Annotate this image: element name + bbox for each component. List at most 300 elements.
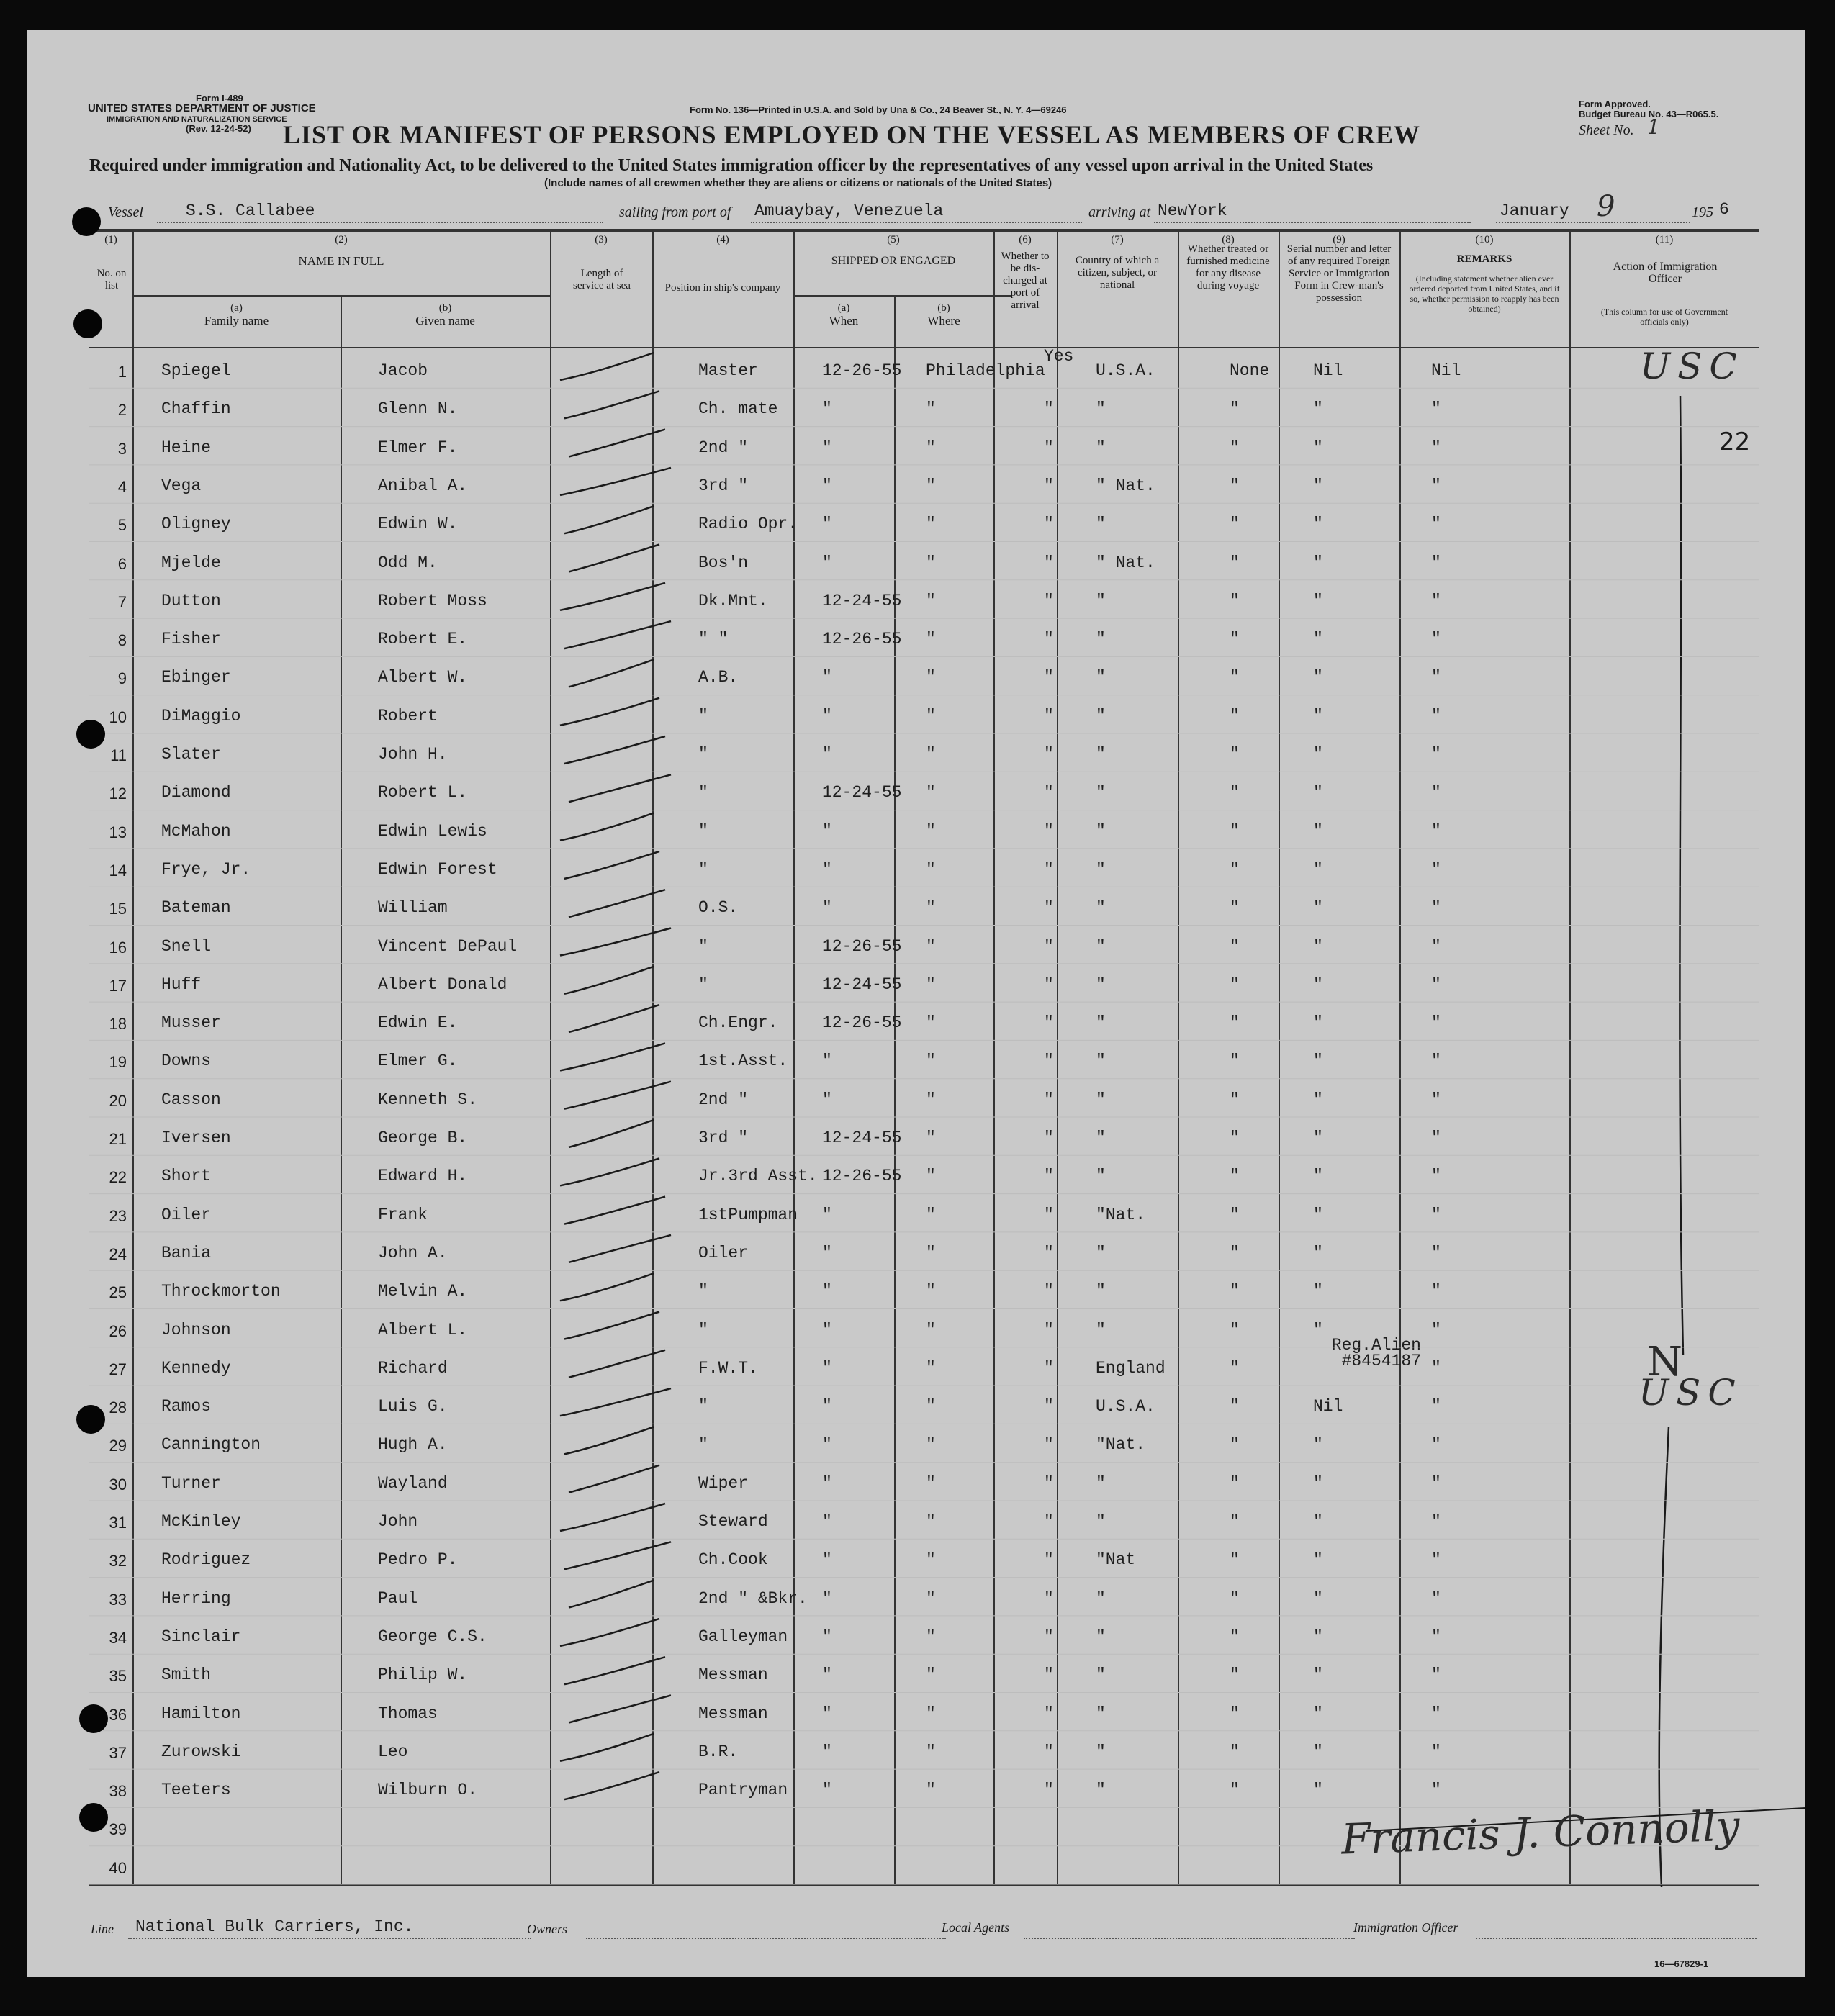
col-num-2b: (b) — [438, 302, 452, 314]
country: " — [1096, 515, 1106, 534]
col-num-6: (6) — [1019, 234, 1032, 245]
discharged: " — [1044, 1243, 1054, 1262]
medicine: " — [1230, 1397, 1240, 1416]
discharged: " — [1044, 1588, 1054, 1608]
family-name: Rodriguez — [161, 1550, 251, 1570]
discharged: " — [1044, 821, 1054, 841]
serial: " — [1313, 1282, 1323, 1301]
shipped-where: " — [926, 745, 936, 764]
page-note: (Include names of all crewmen whether they are aliens or citizens or nationals of the United States) — [544, 177, 1052, 189]
service-strike-mark — [560, 928, 671, 956]
family-name: Smith — [161, 1665, 212, 1685]
row-number: 4 — [117, 477, 127, 496]
family-name: Short — [161, 1167, 212, 1186]
country: " — [1096, 1588, 1106, 1608]
discharged: " — [1044, 1282, 1054, 1301]
row-number: 22 — [109, 1168, 127, 1187]
service-strike-mark — [569, 430, 665, 457]
n-mark: N — [1647, 1339, 1682, 1386]
row-number: 34 — [109, 1628, 127, 1647]
family-name: Cannington — [161, 1435, 261, 1455]
shipped-where: " — [926, 553, 936, 572]
medicine: " — [1230, 1435, 1240, 1455]
medicine: " — [1230, 1282, 1240, 1301]
remarks: " — [1431, 1473, 1441, 1493]
serial: " — [1313, 1205, 1323, 1224]
sheet-label: Sheet No. — [1579, 122, 1634, 138]
medicine: " — [1230, 668, 1240, 687]
col-num-10: (10) — [1475, 234, 1494, 245]
family-name: Turner — [161, 1473, 221, 1493]
discharged: " — [1044, 1512, 1054, 1531]
discharged: " — [1044, 1781, 1054, 1800]
footer-code: 16—67829-1 — [1654, 1958, 1709, 1969]
discharged: " — [1044, 1320, 1054, 1339]
remarks: " — [1431, 1742, 1441, 1761]
service-strike-mark — [569, 774, 671, 802]
serial: Nil — [1313, 1397, 1343, 1416]
family-name: Bania — [161, 1243, 212, 1262]
shipped-when: " — [822, 1588, 832, 1608]
page-title: LIST OR MANIFEST OF PERSONS EMPLOYED ON THE VESSEL AS MEMBERS OF CREW — [283, 120, 1420, 149]
shipped-where: " — [926, 1665, 936, 1685]
family-name: Slater — [161, 745, 221, 764]
col-header-country: Country of which a citizen, subject, or national — [1075, 255, 1160, 291]
service-strike-mark — [564, 1197, 665, 1224]
col-header-discharged: Whether to be dis-charged at port of arrival — [1001, 250, 1050, 311]
discharged: " — [1044, 1090, 1054, 1109]
family-name: McMahon — [161, 821, 231, 841]
medicine: " — [1230, 1473, 1240, 1493]
given-name: Thomas — [378, 1704, 438, 1723]
row-number: 21 — [109, 1130, 127, 1148]
shipped-when: " — [822, 898, 832, 918]
col-header-position: Position in ship's company — [664, 282, 781, 294]
serial: " — [1313, 936, 1323, 956]
shipped-where: " — [926, 1205, 936, 1224]
position: 1stPumpman — [698, 1205, 798, 1224]
position: 2nd " &Bkr. — [698, 1588, 808, 1608]
discharged: " — [1044, 1167, 1054, 1186]
service-strike-mark — [569, 545, 659, 572]
service-strike-mark — [560, 583, 665, 610]
shipped-when: " — [822, 476, 832, 495]
shipped-when: 12-26-55 — [822, 936, 902, 956]
shipped-when: " — [822, 1243, 832, 1262]
given-name: Edwin E. — [378, 1013, 458, 1033]
col-header-no: No. on list — [96, 268, 127, 291]
shipped-when: " — [822, 668, 832, 687]
service-strike-mark — [560, 1388, 671, 1416]
row-number: 23 — [109, 1206, 127, 1225]
position: " — [698, 783, 708, 803]
shipped-where: " — [926, 476, 936, 495]
remarks: " — [1431, 1781, 1441, 1800]
country: " — [1096, 783, 1106, 803]
family-name: McKinley — [161, 1512, 241, 1531]
col-num-11: (11) — [1655, 234, 1674, 245]
serial: " — [1313, 1550, 1323, 1570]
shipped-when: " — [822, 1512, 832, 1531]
service-strike-mark — [564, 967, 654, 994]
remarks: " — [1431, 630, 1441, 649]
shipped-where: " — [926, 783, 936, 803]
position: Jr.3rd Asst. — [698, 1167, 818, 1186]
medicine: " — [1230, 706, 1240, 726]
shipped-where: " — [926, 1550, 936, 1570]
row-number: 29 — [109, 1437, 127, 1455]
col-num-5b: (b) — [937, 302, 950, 314]
col-header-shipped: SHIPPED OR ENGAGED — [831, 255, 956, 267]
serial: Nil — [1313, 361, 1343, 380]
given-name: Kenneth S. — [378, 1090, 478, 1109]
position: B.R. — [698, 1742, 739, 1761]
discharged: " — [1044, 1550, 1054, 1570]
shipped-where: " — [926, 1781, 936, 1800]
shipped-when: " — [822, 745, 832, 764]
service-strike-mark — [564, 736, 665, 764]
family-name: Snell — [161, 936, 212, 956]
budget-bureau: Budget Bureau No. 43—R065.5. — [1579, 109, 1719, 119]
discharged: " — [1044, 1435, 1054, 1455]
remarks: " — [1431, 1052, 1441, 1071]
family-name: Heine — [161, 438, 212, 457]
col-num-5a: (a) — [837, 302, 850, 314]
shipped-when: " — [822, 706, 832, 726]
service-strike-mark — [569, 1120, 654, 1147]
given-name: Glenn N. — [378, 399, 458, 419]
medicine: " — [1230, 591, 1240, 610]
medicine: " — [1230, 515, 1240, 534]
country: " — [1096, 1320, 1106, 1339]
serial: " — [1313, 1167, 1323, 1186]
discharged: " — [1044, 1742, 1054, 1761]
shipped-where: " — [926, 1243, 936, 1262]
remarks: " — [1431, 1397, 1441, 1416]
shipped-when: " — [822, 1550, 832, 1570]
col-header-where: Where — [927, 314, 960, 327]
remarks: " — [1431, 1588, 1441, 1608]
position: Radio Opr. — [698, 515, 798, 534]
col-header-action: Action of Immigration Officer — [1613, 261, 1718, 285]
shipped-when: 12-26-55 — [822, 361, 902, 380]
remarks: " — [1431, 1627, 1441, 1646]
line-label: Line — [91, 1922, 114, 1936]
remarks: " — [1431, 936, 1441, 956]
medicine: " — [1230, 1588, 1240, 1608]
col-header-service: Length of service at sea — [573, 268, 631, 291]
country: " — [1096, 1742, 1106, 1761]
service-strike-mark — [560, 1619, 659, 1646]
remarks: " — [1431, 745, 1441, 764]
position: 3rd " — [698, 476, 749, 495]
shipped-when: " — [822, 1435, 832, 1455]
serial: " — [1313, 591, 1323, 610]
country: U.S.A. — [1096, 1397, 1155, 1416]
remarks: " — [1431, 1665, 1441, 1685]
service-name: IMMIGRATION AND NATURALIZATION SERVICE — [107, 115, 287, 124]
medicine: " — [1230, 1090, 1240, 1109]
position: Ch.Cook — [698, 1550, 768, 1570]
col-num-5: (5) — [887, 234, 900, 245]
family-name: Hamilton — [161, 1704, 241, 1723]
position: 2nd " — [698, 1090, 749, 1109]
col-num-2a: (a) — [230, 302, 243, 314]
family-name: Kennedy — [161, 1358, 231, 1378]
country: " — [1096, 859, 1106, 879]
given-name: Albert W. — [378, 668, 468, 687]
remarks: " — [1431, 553, 1441, 572]
shipped-when: 12-24-55 — [822, 1129, 902, 1147]
row-number: 17 — [109, 976, 127, 995]
family-name: Bateman — [161, 898, 231, 918]
family-name: Musser — [161, 1013, 221, 1033]
medicine: " — [1230, 1665, 1240, 1685]
medicine: " — [1230, 553, 1240, 572]
remarks: " — [1431, 706, 1441, 726]
dept-name: UNITED STATES DEPARTMENT OF JUSTICE — [88, 102, 316, 114]
country: " — [1096, 898, 1106, 918]
count-mark: 22 — [1719, 428, 1751, 456]
service-strike-mark — [564, 391, 659, 418]
col-num-3: (3) — [595, 234, 608, 245]
medicine: " — [1230, 936, 1240, 956]
serial: Reg.Alien #8454187 — [1331, 1335, 1421, 1370]
serial: " — [1313, 553, 1323, 572]
position: " — [698, 706, 708, 726]
service-strike-mark — [560, 1504, 665, 1531]
serial: " — [1313, 515, 1323, 534]
medicine: " — [1230, 783, 1240, 803]
position: " — [698, 1282, 708, 1301]
service-strike-mark — [564, 1542, 671, 1569]
given-name: Albert Donald — [378, 975, 508, 994]
country: "Nat — [1096, 1550, 1136, 1570]
medicine: " — [1230, 476, 1240, 495]
shipped-where: " — [926, 1435, 936, 1455]
family-name: Sinclair — [161, 1627, 241, 1646]
medicine: " — [1230, 1129, 1240, 1147]
shipped-when: " — [822, 1704, 832, 1723]
handwritten-marks — [27, 30, 1805, 1977]
row-number: 12 — [109, 785, 127, 803]
country: " — [1096, 1282, 1106, 1301]
shipped-where: " — [926, 1129, 936, 1147]
shipped-where: " — [926, 706, 936, 726]
shipped-when: 12-24-55 — [822, 783, 902, 803]
serial: " — [1313, 898, 1323, 918]
medicine: " — [1230, 1742, 1240, 1761]
service-strike-mark — [560, 468, 671, 495]
sailing-label: sailing from port of — [619, 204, 731, 220]
country: "Nat. — [1096, 1435, 1146, 1455]
medicine: " — [1230, 975, 1240, 994]
remarks: " — [1431, 1090, 1441, 1109]
serial: " — [1313, 1243, 1323, 1262]
given-name: Philip W. — [378, 1665, 468, 1685]
remarks: " — [1431, 1358, 1441, 1378]
col-header-medicine: Whether treated or furnished medicine for any disease during voyage — [1186, 243, 1270, 291]
discharged: " — [1044, 936, 1054, 956]
position: " — [698, 1435, 708, 1455]
sailing-port: Amuaybay, Venezuela — [754, 202, 944, 220]
row-number: 20 — [109, 1091, 127, 1110]
remarks: " — [1431, 898, 1441, 918]
remarks: " — [1431, 1129, 1441, 1147]
row-number: 3 — [117, 439, 127, 458]
given-name: Elmer F. — [378, 438, 458, 457]
family-name: Downs — [161, 1052, 212, 1071]
discharged: " — [1044, 591, 1054, 610]
service-strike-mark — [569, 1350, 665, 1378]
service-strike-mark — [564, 1082, 671, 1109]
discharged: " — [1044, 476, 1054, 495]
country: " — [1096, 1512, 1106, 1531]
row-number: 37 — [109, 1743, 127, 1762]
country: " — [1096, 1090, 1106, 1109]
position: Galleyman — [698, 1627, 788, 1646]
position: Ch. mate — [698, 399, 778, 419]
given-name: Robert — [378, 706, 438, 726]
service-strike-mark — [564, 851, 659, 879]
remarks: " — [1431, 1205, 1441, 1224]
family-name: Casson — [161, 1090, 221, 1109]
position: F.W.T. — [698, 1358, 758, 1378]
row-number: 10 — [109, 708, 127, 726]
shipped-where: " — [926, 438, 936, 457]
family-name: Dutton — [161, 591, 221, 610]
family-name: Vega — [161, 476, 202, 495]
serial: " — [1313, 630, 1323, 649]
position: A.B. — [698, 668, 739, 687]
form-revision: (Rev. 12-24-52) — [186, 123, 251, 134]
given-name: Richard — [378, 1358, 448, 1378]
serial: " — [1313, 783, 1323, 803]
country: U.S.A. — [1096, 361, 1155, 380]
medicine: " — [1230, 821, 1240, 841]
family-name: Johnson — [161, 1320, 231, 1339]
shipped-where: Philadelphia — [926, 361, 1045, 380]
remarks: " — [1431, 399, 1441, 419]
given-name: Vincent DePaul — [378, 936, 518, 956]
given-name: George C.S. — [378, 1627, 487, 1646]
country: " — [1096, 399, 1106, 419]
service-strike-mark — [560, 1734, 654, 1761]
row-number: 32 — [109, 1552, 127, 1570]
shipped-where: " — [926, 1512, 936, 1531]
serial: " — [1313, 1435, 1323, 1455]
row-number: 15 — [109, 900, 127, 918]
manifest-page — [27, 30, 1805, 1977]
country: " — [1096, 1013, 1106, 1033]
country: " — [1096, 706, 1106, 726]
line-value: National Bulk Carriers, Inc. — [135, 1917, 414, 1936]
position: " — [698, 1320, 708, 1339]
medicine: " — [1230, 630, 1240, 649]
family-name: Ebinger — [161, 668, 231, 687]
given-name: Anibal A. — [378, 476, 468, 495]
family-name: Fisher — [161, 630, 221, 649]
service-strike-mark — [560, 698, 659, 726]
medicine: " — [1230, 745, 1240, 764]
row-number: 36 — [109, 1705, 127, 1724]
given-name: Elmer G. — [378, 1052, 458, 1071]
country: " — [1096, 1167, 1106, 1186]
shipped-when: 12-26-55 — [822, 1167, 902, 1186]
given-name: Robert L. — [378, 783, 468, 803]
given-name: Robert Moss — [378, 591, 487, 610]
position: 1st.Asst. — [698, 1052, 788, 1071]
position: Wiper — [698, 1473, 749, 1493]
row-number: 18 — [109, 1015, 127, 1034]
arriving-label: arriving at — [1088, 204, 1151, 220]
country: " Nat. — [1096, 476, 1155, 495]
arrival-month: January — [1500, 202, 1569, 220]
position: " — [698, 859, 708, 879]
shipped-when: " — [822, 1282, 832, 1301]
discharged: " — [1044, 1473, 1054, 1493]
medicine: " — [1230, 1358, 1240, 1378]
row-number: 38 — [109, 1782, 127, 1801]
shipped-where: " — [926, 630, 936, 649]
country: " — [1096, 1129, 1106, 1147]
shipped-where: " — [926, 1320, 936, 1339]
row-number: 26 — [109, 1321, 127, 1340]
punch-hole — [79, 1803, 108, 1832]
discharged: " — [1044, 399, 1054, 419]
serial: " — [1313, 438, 1323, 457]
family-name: Diamond — [161, 783, 231, 803]
punch-hole — [72, 207, 101, 236]
service-strike-mark — [564, 1312, 659, 1339]
medicine: " — [1230, 1167, 1240, 1186]
service-strike-mark — [569, 1235, 671, 1262]
row-number: 9 — [117, 669, 127, 688]
given-name: Leo — [378, 1742, 408, 1761]
given-name: Melvin A. — [378, 1282, 468, 1301]
position: Bos'n — [698, 553, 749, 572]
shipped-when: " — [822, 859, 832, 879]
page-subtitle: Required under immigration and Nationality Act, to be delivered to the United States immigration officer by the representatives of any vessel upon arrival in the United States — [89, 156, 1374, 175]
given-name: George B. — [378, 1129, 468, 1147]
shipped-when: 12-26-55 — [822, 1013, 902, 1033]
shipped-where: " — [926, 399, 936, 419]
serial: " — [1313, 1052, 1323, 1071]
row-number: 14 — [109, 861, 127, 880]
discharged: " — [1044, 1665, 1054, 1685]
medicine: " — [1230, 1627, 1240, 1646]
remarks: " — [1431, 1512, 1441, 1531]
given-name: Robert E. — [378, 630, 468, 649]
shipped-when: " — [822, 1473, 832, 1493]
shipped-where: " — [926, 1742, 936, 1761]
bracket-line-top — [1680, 396, 1683, 1355]
discharged: " — [1044, 975, 1054, 994]
shipped-where: " — [926, 1282, 936, 1301]
country: " — [1096, 821, 1106, 841]
serial: " — [1313, 975, 1323, 994]
given-name: Pedro P. — [378, 1550, 458, 1570]
family-name: DiMaggio — [161, 706, 241, 726]
officer-signature: Francis J. Connolly — [1340, 1801, 1741, 1864]
immigration-officer-label: Immigration Officer — [1353, 1920, 1458, 1935]
discharged: " — [1044, 553, 1054, 572]
service-strike-mark — [569, 890, 665, 917]
discharged: " — [1044, 1397, 1054, 1416]
serial: " — [1313, 745, 1323, 764]
remarks: " — [1431, 1435, 1441, 1455]
serial: " — [1313, 1090, 1323, 1109]
